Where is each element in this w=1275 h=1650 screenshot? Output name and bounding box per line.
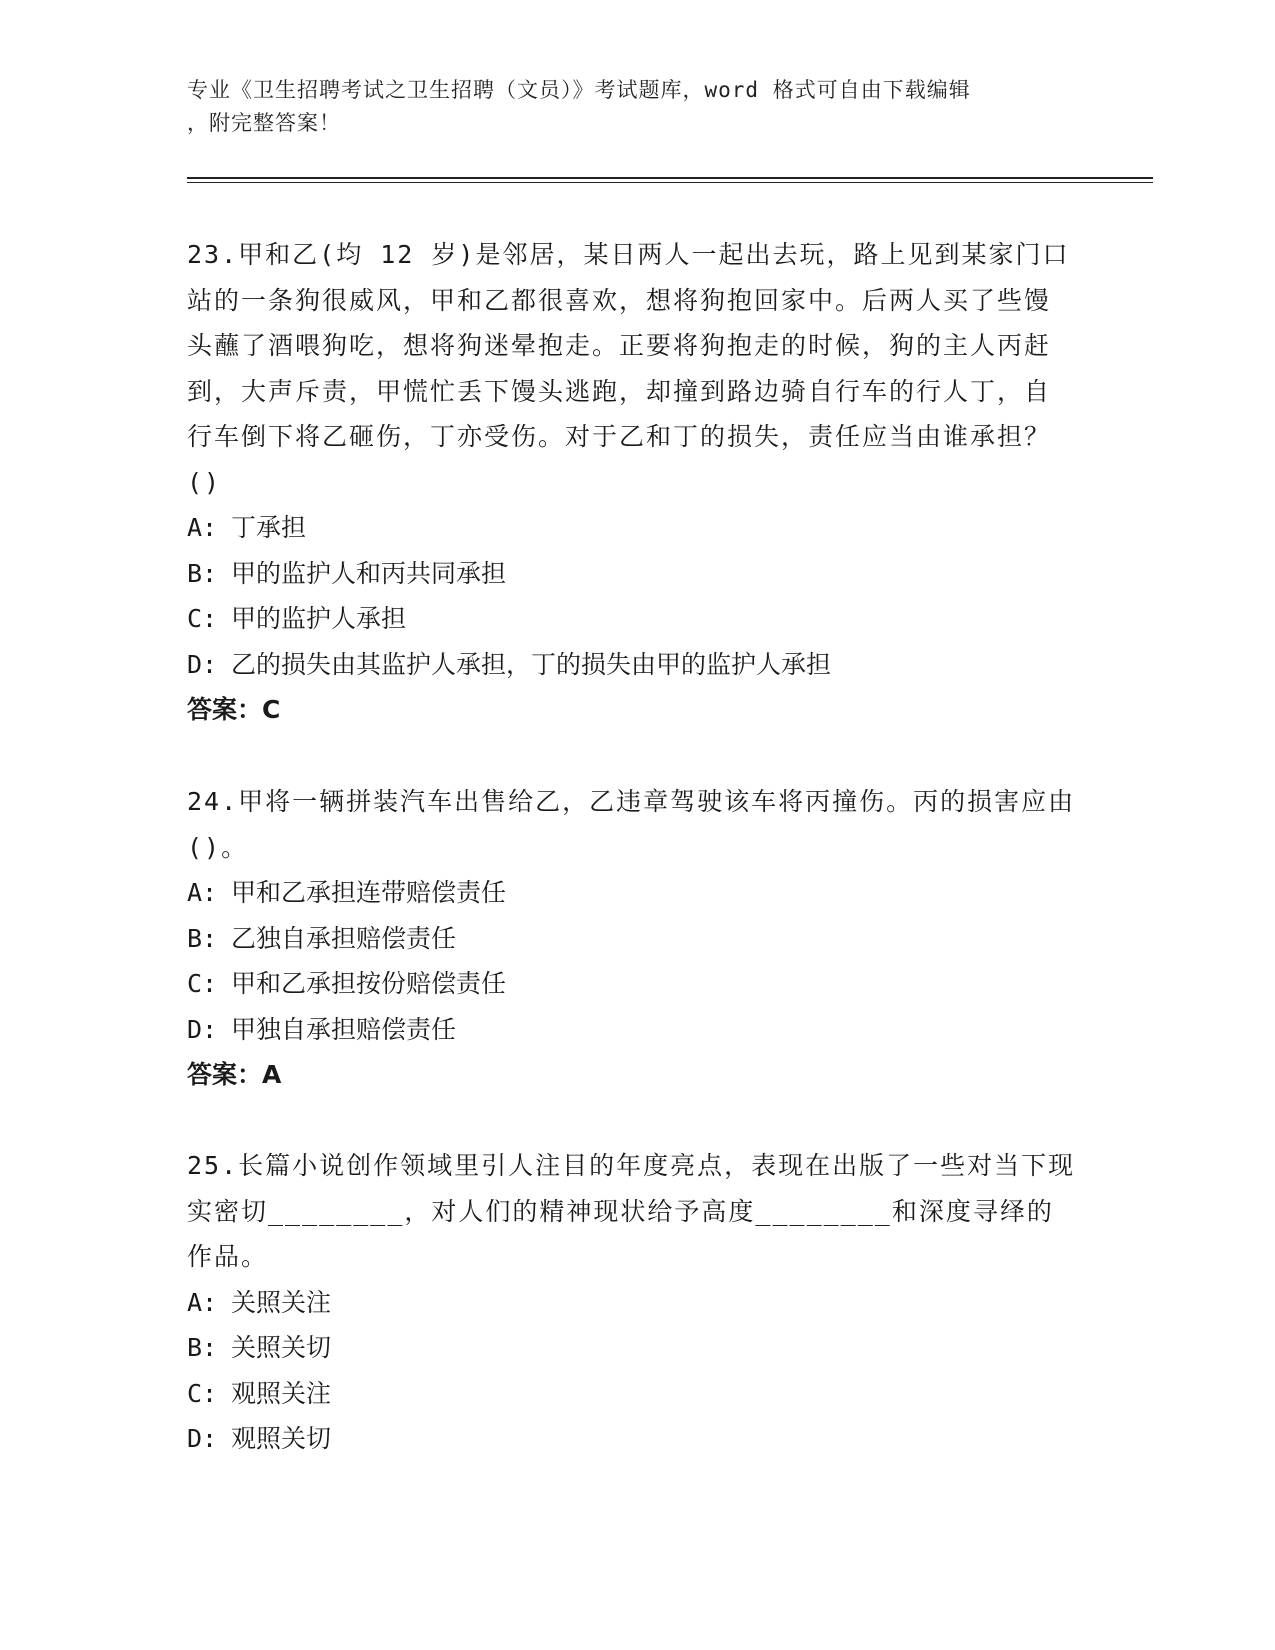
header-line-1: 专业《卫生招聘考试之卫生招聘（文员）》考试题库，word 格式可自由下载编辑 [187, 78, 971, 102]
option-letter: A: [187, 513, 218, 542]
option-text: 甲和乙承担按份赔偿责任 [231, 969, 507, 998]
answer-label: 答案：C [187, 695, 281, 724]
option-a [187, 870, 1077, 916]
option-text: 关照关切 [231, 1333, 332, 1362]
question-stem: 25.长篇小说创作领域里引人注目的年度亮点，表现在出版了一些对当下现实密切________，对人们的精神现状给予高度________和深度寻绎的作品。 [187, 1151, 1076, 1271]
option-letter: A: [187, 1287, 218, 1317]
option-c [187, 596, 1077, 642]
option-d [187, 642, 1077, 688]
option-letter: B: [187, 1333, 218, 1362]
option-letter: C: [187, 1378, 218, 1408]
option-letter: B: [187, 923, 218, 953]
question-24 [187, 779, 1077, 1098]
answer-label: 答案：A [187, 1060, 282, 1089]
option-letter: A: [187, 878, 218, 907]
option-letter: D: [187, 649, 218, 679]
option-b [187, 1325, 1077, 1371]
option-a [187, 505, 1077, 551]
question-stem: 23.甲和乙(均 12 岁)是邻居，某日两人一起出去玩，路上见到某家门口站的一条狗很威风，甲和乙都很喜欢，想将狗抱回家中。后两人买了些馒头蘸了酒喂狗吃，想将狗迷晕抱走。正要将狗抱走的时候，狗的主人丙赶到，大声斥责，甲慌忙丢下馒头逃跑，却撞到路边骑自行车的行人丁，自行车倒下将乙砸伤，丁亦受伤。对于乙和丁的损失，责任应当由谁承担？() [187, 240, 1070, 497]
option-d [187, 1007, 1077, 1053]
option-c [187, 961, 1077, 1007]
option-c [187, 1371, 1077, 1417]
option-text: 乙的损失由其监护人承担，丁的损失由甲的监护人承担 [231, 649, 832, 679]
option-text: 观照关注 [231, 1378, 332, 1408]
option-a [187, 1280, 1077, 1326]
option-text: 丁承担 [231, 513, 307, 542]
question-stem: 24.甲将一辆拼装汽车出售给乙，乙违章驾驶该车将丙撞伤。丙的损害应由()。 [187, 787, 1076, 862]
question-23 [187, 232, 1077, 733]
option-letter: C: [187, 604, 218, 633]
option-text: 观照关切 [231, 1424, 332, 1453]
option-text: 甲的监护人和丙共同承担 [231, 558, 507, 588]
header-line-2: ，附完整答案！ [187, 111, 341, 135]
option-letter: C: [187, 969, 218, 998]
option-b [187, 916, 1077, 962]
question-25 [187, 1143, 1077, 1462]
option-text: 关照关注 [231, 1287, 332, 1317]
option-d [187, 1416, 1077, 1462]
option-text: 乙独自承担赔偿责任 [231, 923, 457, 953]
option-text: 甲的监护人承担 [231, 604, 407, 633]
option-b [187, 551, 1077, 597]
header-divider-thick [187, 177, 1153, 179]
option-letter: D: [187, 1424, 218, 1453]
option-text: 甲和乙承担连带赔偿责任 [231, 878, 507, 907]
option-letter: B: [187, 558, 218, 588]
option-text: 甲独自承担赔偿责任 [231, 1014, 457, 1044]
document-header [187, 74, 1087, 140]
option-letter: D: [187, 1014, 218, 1044]
header-divider-thin [187, 182, 1153, 183]
